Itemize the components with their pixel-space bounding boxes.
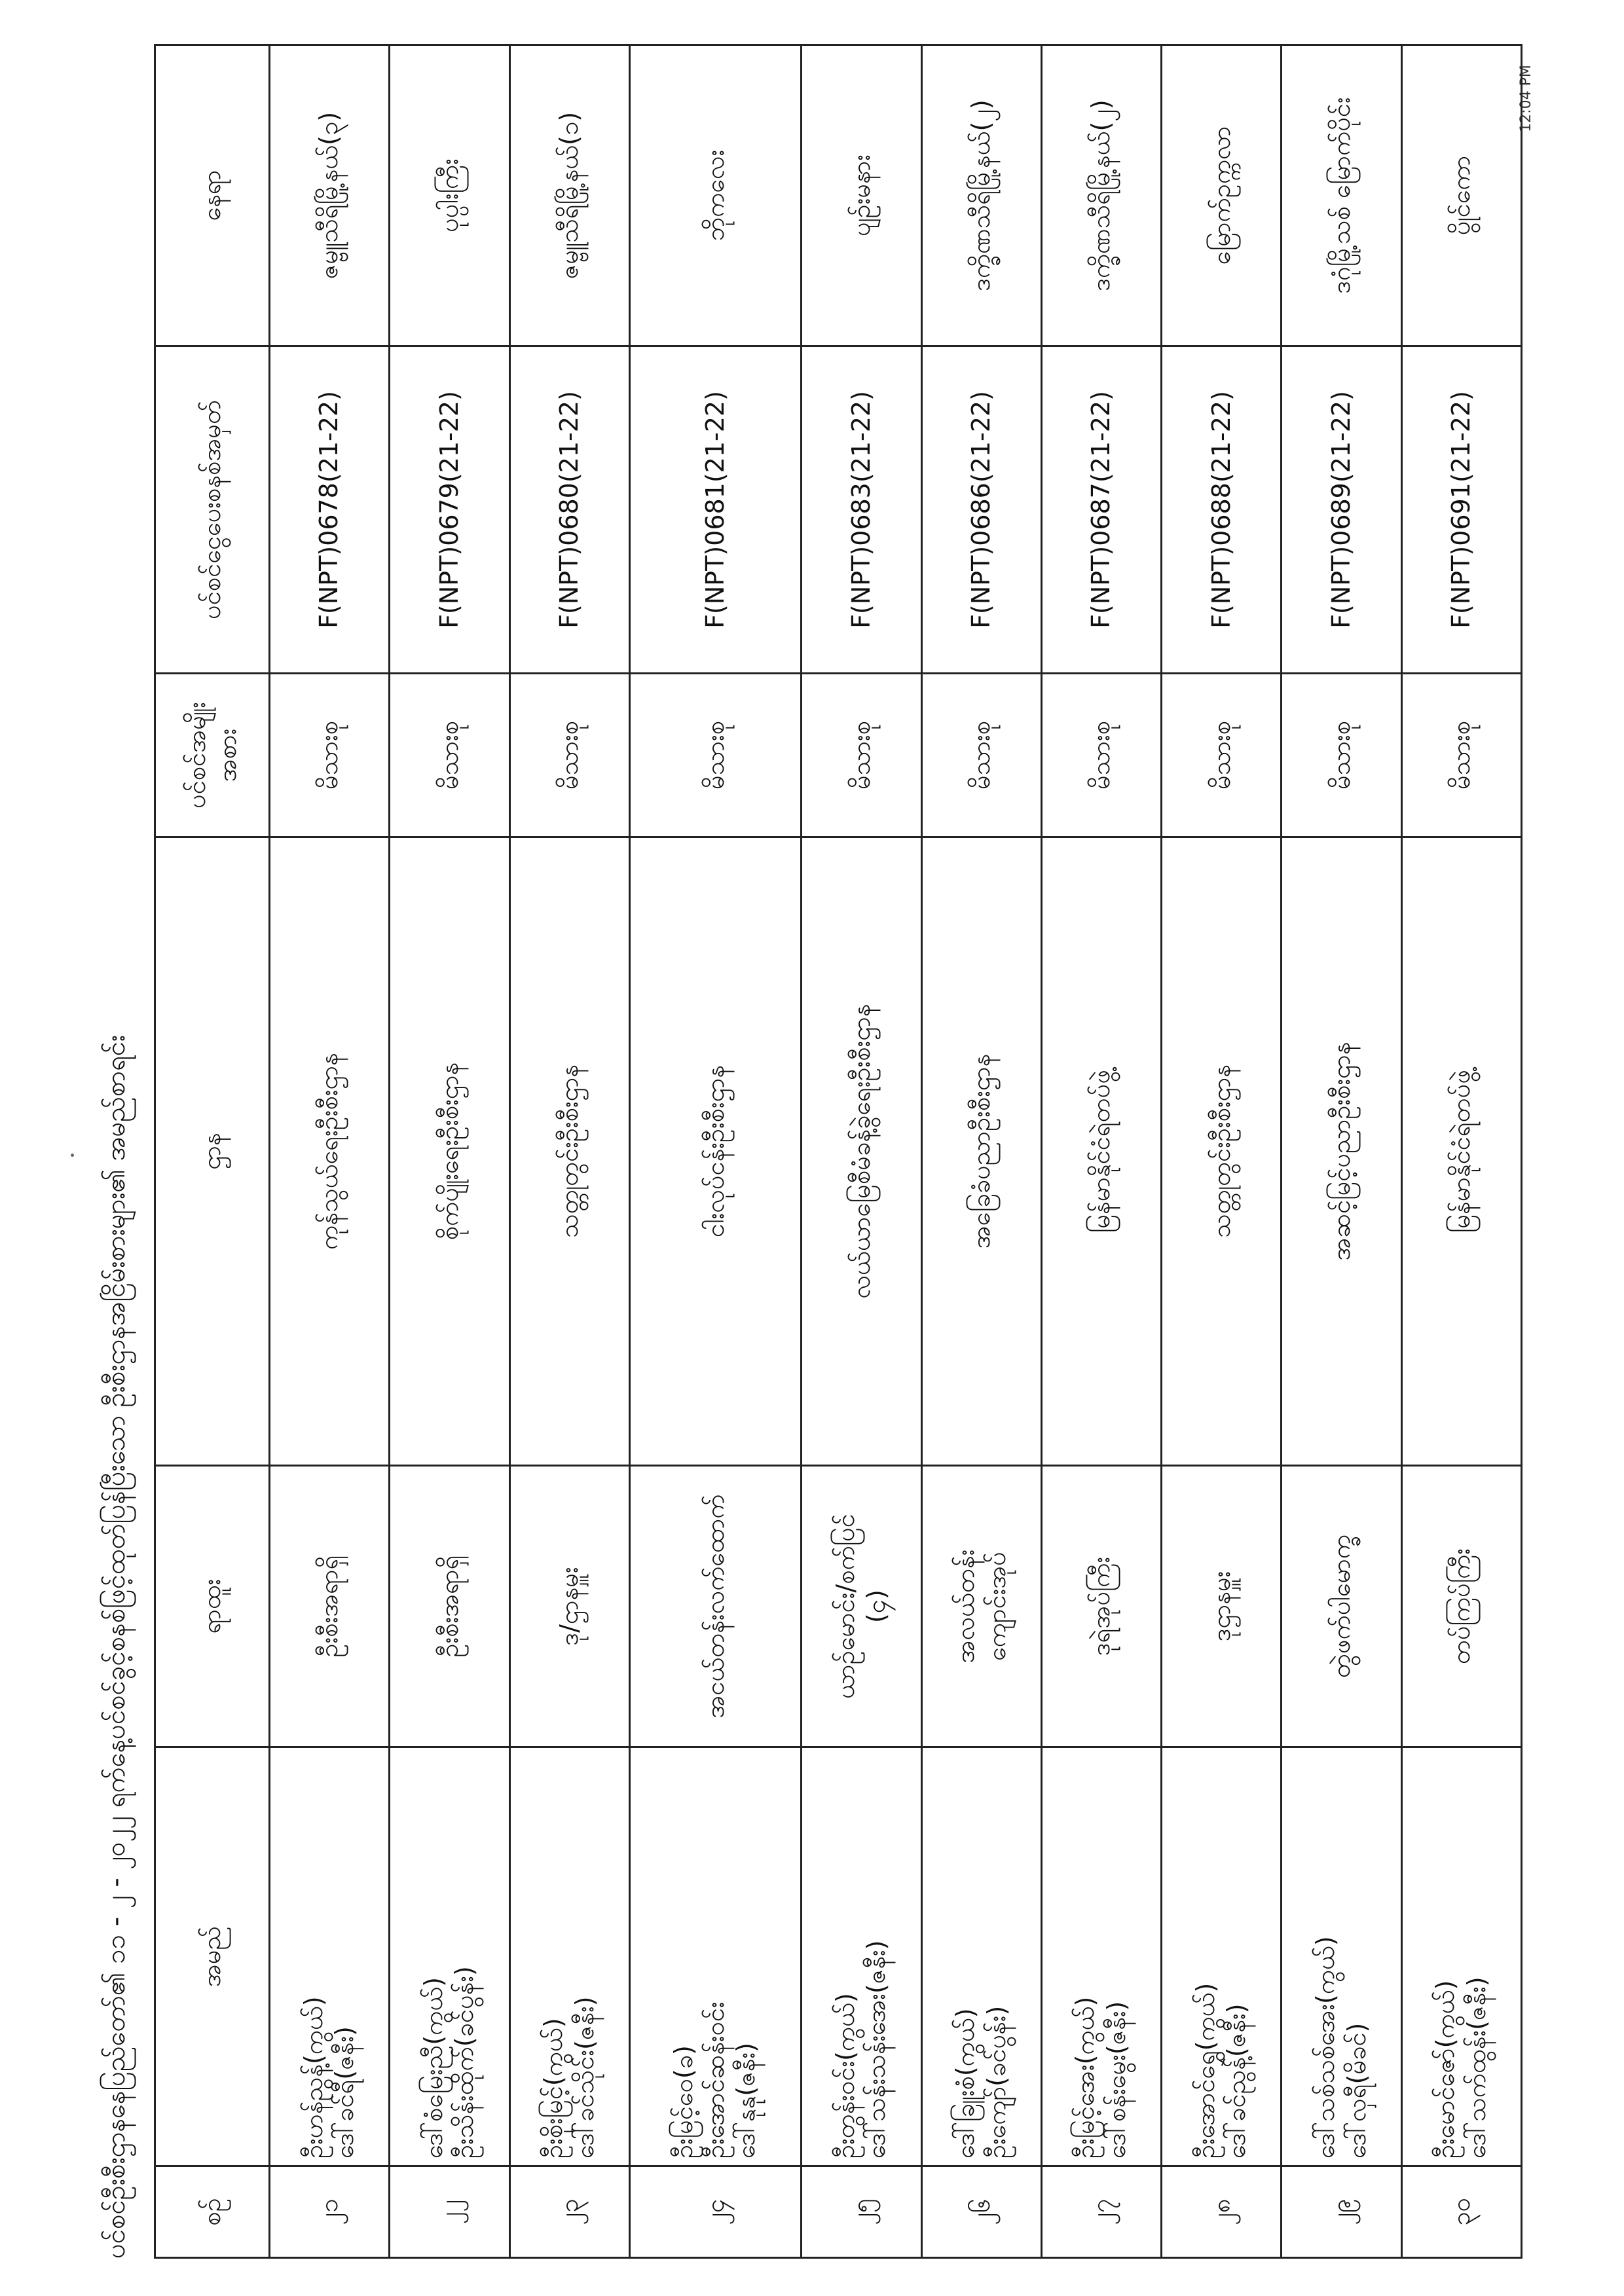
cell-department: လယ်ယာမြေစီမံခန့်ခွဲရေးဦးစီးဌာန [802, 837, 921, 1466]
cell-name [509, 1747, 629, 2166]
header-pension-type: ပင်စင်အမျိုးအစား [155, 674, 270, 837]
cell-pension-no: F(NPT)0689(21-22) [1282, 346, 1401, 674]
cell-rank: တွဲဖက်ပါမောက္ခ [1282, 1466, 1401, 1747]
name-line: ဦးတွန်းဝင်း(ကွယ်) [830, 1993, 860, 2159]
cell-rank: ဦးစီးအရာရှိ [390, 1466, 509, 1747]
cell-pension-no: F(NPT)0681(21-22) [629, 346, 801, 674]
pensioner-table [154, 44, 1522, 2259]
cell-department: မြန်မာနိုင်ငံရဲတပ်ဖွဲ့ [1041, 837, 1161, 1466]
cell-pension-no: F(NPT)0680(21-22) [509, 346, 629, 674]
cell-place: ဒက္ခိဏသီရိမြို့နယ်(၂) [921, 45, 1041, 346]
header-name: အမည် [155, 1747, 270, 2166]
cell-department: ကုန်သွယ်ရေးဦးစီးဌာန [270, 837, 390, 1466]
cell-rank: အငယ်တန်းလက်ထောက် [629, 1466, 801, 1747]
cell-department: ငါးလုပ်ငန်းဦးစီးဌာန [629, 837, 801, 1466]
cell-name [802, 1747, 921, 2166]
cell-no: ၂၄ [629, 2166, 801, 2258]
name-line: ဒေါ်စန်းမွေး(ဇနီး) [1101, 2001, 1131, 2159]
cell-name [629, 1747, 801, 2166]
cell-name [1162, 1747, 1282, 2166]
cell-name [1282, 1747, 1401, 2166]
cell-pension-type: မိသားစု [1282, 674, 1401, 837]
table-row [921, 45, 1041, 2258]
header-department: ဌာန [155, 837, 270, 1466]
name-line: ဒေါ်စံမြေးညီ(ကွယ်) [418, 1977, 448, 2159]
cell-name [390, 1747, 509, 2166]
name-line: ဒေါ်ခင်သိုင်း(ဇနီး) [570, 1996, 599, 2159]
cell-pension-type: မိသားစု [390, 674, 509, 837]
cell-rank: ဒုဌာနမှူး [1162, 1466, 1282, 1747]
table-row [1401, 45, 1521, 2258]
name-line: ဒေါ်နုနု(ဇနီး) [731, 2043, 761, 2159]
cell-no: ၂၆ [921, 2166, 1041, 2258]
cell-rank: တပ်ကြပ်ကြီး [1401, 1466, 1521, 1747]
cell-name [921, 1747, 1041, 2166]
name-line: ဒေါ်သန်းသန်းအေး(ဇနီး) [862, 1940, 891, 2159]
rank-line: ယာဉ်မောင်း/စက်ပြင် [830, 1514, 860, 1699]
cell-pension-type: မိသားစု [921, 674, 1041, 837]
cell-place: မြောက်ဥက္ကလာ [1162, 45, 1282, 346]
header-rank: ရာထူး [155, 1466, 270, 1747]
name-line: ဒေါ်သစ်သစ်အေး(ကွယ်) [1311, 1936, 1340, 2159]
cell-no: ၂၇ [1041, 2166, 1161, 2258]
name-line: ဦးအောင်ဆန်းဝင်း [700, 2001, 729, 2159]
rank-line: အလယ်တန်း [951, 1549, 980, 1664]
name-line: ဦးသိန်းထိုက်(ခင်ပွန်း) [450, 1966, 479, 2159]
name-line: ဦးမြင့်ဝေ(ခ) [669, 2045, 699, 2159]
cell-place: ဒဂုံမြို့သစ် မြောက်ပိုင်း [1282, 45, 1401, 346]
name-line: ဦးအောင်ရွှေ(ကွယ်) [1190, 1982, 1220, 2159]
cell-department: စိုက်ပျိုးရေးဦးစီးဌာန [390, 837, 509, 1466]
cell-department: အခြေခံပညာဦးစီးဌာန [921, 837, 1041, 1466]
name-line: ဒေါ်ခင်ညွန့်(ဇနီး) [1222, 2003, 1251, 2159]
table-row [509, 45, 629, 2258]
cell-pension-no: F(NPT)0688(21-22) [1162, 346, 1282, 674]
table-header-row [155, 45, 270, 2258]
header-pension-no: ပင်စင်ငွေပေးစနစ်အမှတ် [155, 346, 270, 674]
document-title: ပင်စင်ဦးစီးဌာနနေပြည်တော်၏ ၁၁ - ၂ - ၂၀၂၂ ရက်နေ့ပင်စင်ခွင့်စနစ်ဖြင့်ထုတ်ပြန်ပြီးသော ဦးစီးဌာနအငြိမ်းစားများ၏ အမည်စာရင်း [100, 1034, 131, 2259]
table-row [1162, 45, 1282, 2258]
cell-rank: ဒု/ဌာနမှူး [509, 1466, 629, 1747]
table-row [629, 45, 801, 2258]
cell-name [1041, 1747, 1161, 2166]
cell-place: ဇမ္ဗူသီရိမြို့နယ်(၃) [270, 45, 390, 346]
cell-pension-type: မိသားစု [1162, 674, 1282, 837]
cell-department: သတ္တုတွင်းဦးစီးဌာန [1162, 837, 1282, 1466]
cell-place: ဘိုကလေး [629, 45, 801, 346]
name-line: ဦးစိုးမြင့်(ကွယ်) [539, 2018, 568, 2159]
name-line: ဦးမြင့်အေး(ကွယ်) [1071, 1996, 1100, 2159]
cell-no: ၂၃ [509, 2166, 629, 2258]
cell-place: ဒက္ခိဏသီရိမြို့နယ်(၂) [1041, 45, 1161, 346]
cell-pension-type: မိသားစု [1041, 674, 1161, 837]
cell-no: ၂၅ [802, 2166, 921, 2258]
table-row [1041, 45, 1161, 2258]
name-line: ဦးမောင်ဇော်(ကွယ်) [1431, 1980, 1460, 2159]
name-line: ဒေါ်သက်ထွန်း(ဇနီး) [1462, 1977, 1491, 2159]
table-row [390, 45, 509, 2258]
cell-pension-no: F(NPT)0679(21-22) [390, 346, 509, 674]
rank-line: (၄) [862, 1589, 891, 1624]
cell-pension-no: F(NPT)0686(21-22) [921, 346, 1041, 674]
cell-pension-type: မိသားစု [1401, 674, 1521, 837]
cell-rank [802, 1466, 921, 1747]
cell-place: ပွိုင်ကော [1401, 45, 1521, 346]
cell-no: ၂၈ [1162, 2166, 1282, 2258]
cell-pension-no: F(NPT)0687(21-22) [1041, 346, 1161, 674]
rotated-page [79, 16, 1539, 2278]
cell-pension-no: F(NPT)0683(21-22) [802, 346, 921, 674]
cell-no: ၃၀ [1401, 2166, 1521, 2258]
cell-rank: ဒုရဲအုပ်ကြီး [1041, 1466, 1161, 1747]
cell-pension-no: F(NPT)0691(21-22) [1401, 346, 1521, 674]
cell-pension-type: မိသားစု [802, 674, 921, 837]
cell-pension-type: မိသားစု [270, 674, 390, 837]
cell-place: ပျဉ်းမနား [802, 45, 921, 346]
time-stamp-text: 12:04 PM [1517, 64, 1534, 132]
cell-no: ၂၉ [1282, 2166, 1401, 2258]
cell-department: သတ္တုတွင်းဦးစီးဌာန [509, 837, 629, 1466]
cell-department: အဆင့်မြင့်ပညာဦးစီးဌာန [1282, 837, 1401, 1466]
cell-pension-no: F(NPT)0678(21-22) [270, 346, 390, 674]
cell-no: ၂၂ [390, 2166, 509, 2258]
cell-no: ၂၁ [270, 2166, 390, 2258]
rotated-content [79, 16, 1539, 2278]
header-no: စဉ် [155, 2166, 270, 2258]
name-line: ဦးဟန်ညွန့်(ကွယ်) [299, 1996, 328, 2159]
cell-department: မြန်မာနိုင်ငံရဲတပ်ဖွဲ့ [1401, 837, 1521, 1466]
name-line: ဒေါ်ခင်ရီ(ဇနီး) [330, 2026, 360, 2159]
cell-rank: ဦးစီးအရာရှိ [270, 1466, 390, 1747]
cell-pension-type: မိသားစု [509, 674, 629, 837]
header-place: နေရာ [155, 45, 270, 346]
table-row [802, 45, 921, 2258]
cell-place: ဇမ္ဗူသီရိမြို့နယ်(၁) [509, 45, 629, 346]
rank-line: ကျောင်းအုပ် [982, 1552, 1011, 1661]
name-line: ဦးကျော်(ခင်ပွန်း) [982, 2005, 1011, 2159]
cell-rank [921, 1466, 1041, 1747]
table-row [270, 45, 390, 2258]
cell-pension-type: မိသားစု [629, 674, 801, 837]
cell-name [1401, 1747, 1521, 2166]
cell-name [270, 1747, 390, 2166]
scan-speck [71, 1154, 74, 1157]
name-line: ဒေါ်လှရီ(မိခင်) [1342, 2022, 1371, 2159]
name-line: ဒေါ်ခြူးစံ(ကွယ်) [951, 2008, 980, 2159]
cell-place: ပုပ္ပါးကြီး [390, 45, 509, 346]
table-row [1282, 45, 1401, 2258]
